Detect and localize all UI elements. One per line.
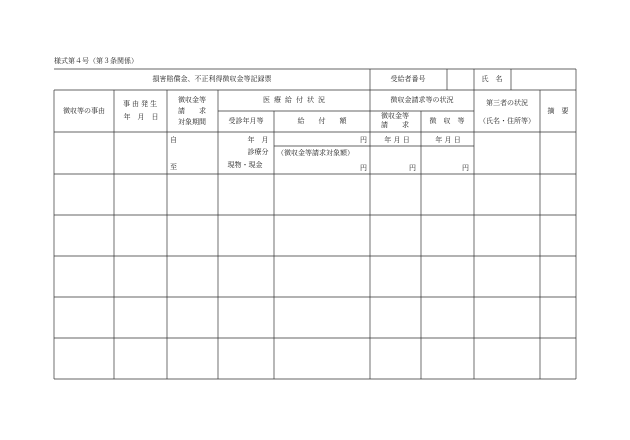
col-header-target-period-1: 徴収金等 bbox=[178, 96, 206, 104]
col-header-claim-status: 徴収金請求等の状況 bbox=[390, 96, 454, 104]
col-header-occurrence-date-2: 年 月 日 bbox=[123, 113, 159, 121]
collection-date: 年 月 日 bbox=[435, 136, 461, 144]
col-header-benefit-amount: 給 付 額 bbox=[297, 117, 347, 125]
col-header-remarks: 摘 要 bbox=[547, 107, 569, 115]
period-from-label: 自 bbox=[170, 136, 177, 144]
claim-target-note: （徴収金等請求対象額） bbox=[277, 149, 354, 157]
form-title: 損害賠償金、不正利得徴収金等記録票 bbox=[152, 75, 272, 83]
col-header-collection: 徴 収 等 bbox=[429, 117, 465, 125]
col-header-third-party-2: （氏名・住所等） bbox=[479, 117, 535, 125]
benefit-yen-top: 円 bbox=[360, 136, 367, 144]
col-header-occurrence-date-1: 事由発生 bbox=[123, 100, 159, 108]
col-header-reason: 徴収等の事由 bbox=[63, 107, 105, 115]
clinic-visit-label: 診療分 bbox=[247, 148, 269, 156]
claim-yen: 円 bbox=[409, 164, 416, 172]
form-number-label: 様式第４号（第３条関係） bbox=[54, 57, 138, 65]
col-header-target-period-2: 請 求 bbox=[178, 107, 206, 115]
col-header-visit-month: 受診年月等 bbox=[228, 117, 264, 125]
period-to-label: 至 bbox=[170, 163, 177, 171]
claim-date: 年 月 日 bbox=[384, 136, 410, 144]
col-header-claim-amount-2: 請 求 bbox=[381, 121, 409, 129]
col-header-medical-benefit: 医療給付状況 bbox=[263, 96, 329, 104]
col-header-target-period-3: 対象期間 bbox=[178, 118, 206, 126]
col-header-third-party-1: 第三者の状況 bbox=[486, 99, 528, 107]
collection-yen: 円 bbox=[462, 164, 469, 172]
name-label: 氏 名 bbox=[481, 75, 503, 83]
goods-cash-label: 現物・現金 bbox=[227, 161, 263, 169]
recipient-number-label: 受給者番号 bbox=[390, 75, 426, 83]
col-header-claim-amount-1: 徴収金等 bbox=[381, 112, 409, 120]
benefit-yen-bottom: 円 bbox=[360, 164, 367, 172]
visit-year-month: 年 月 bbox=[247, 136, 269, 144]
